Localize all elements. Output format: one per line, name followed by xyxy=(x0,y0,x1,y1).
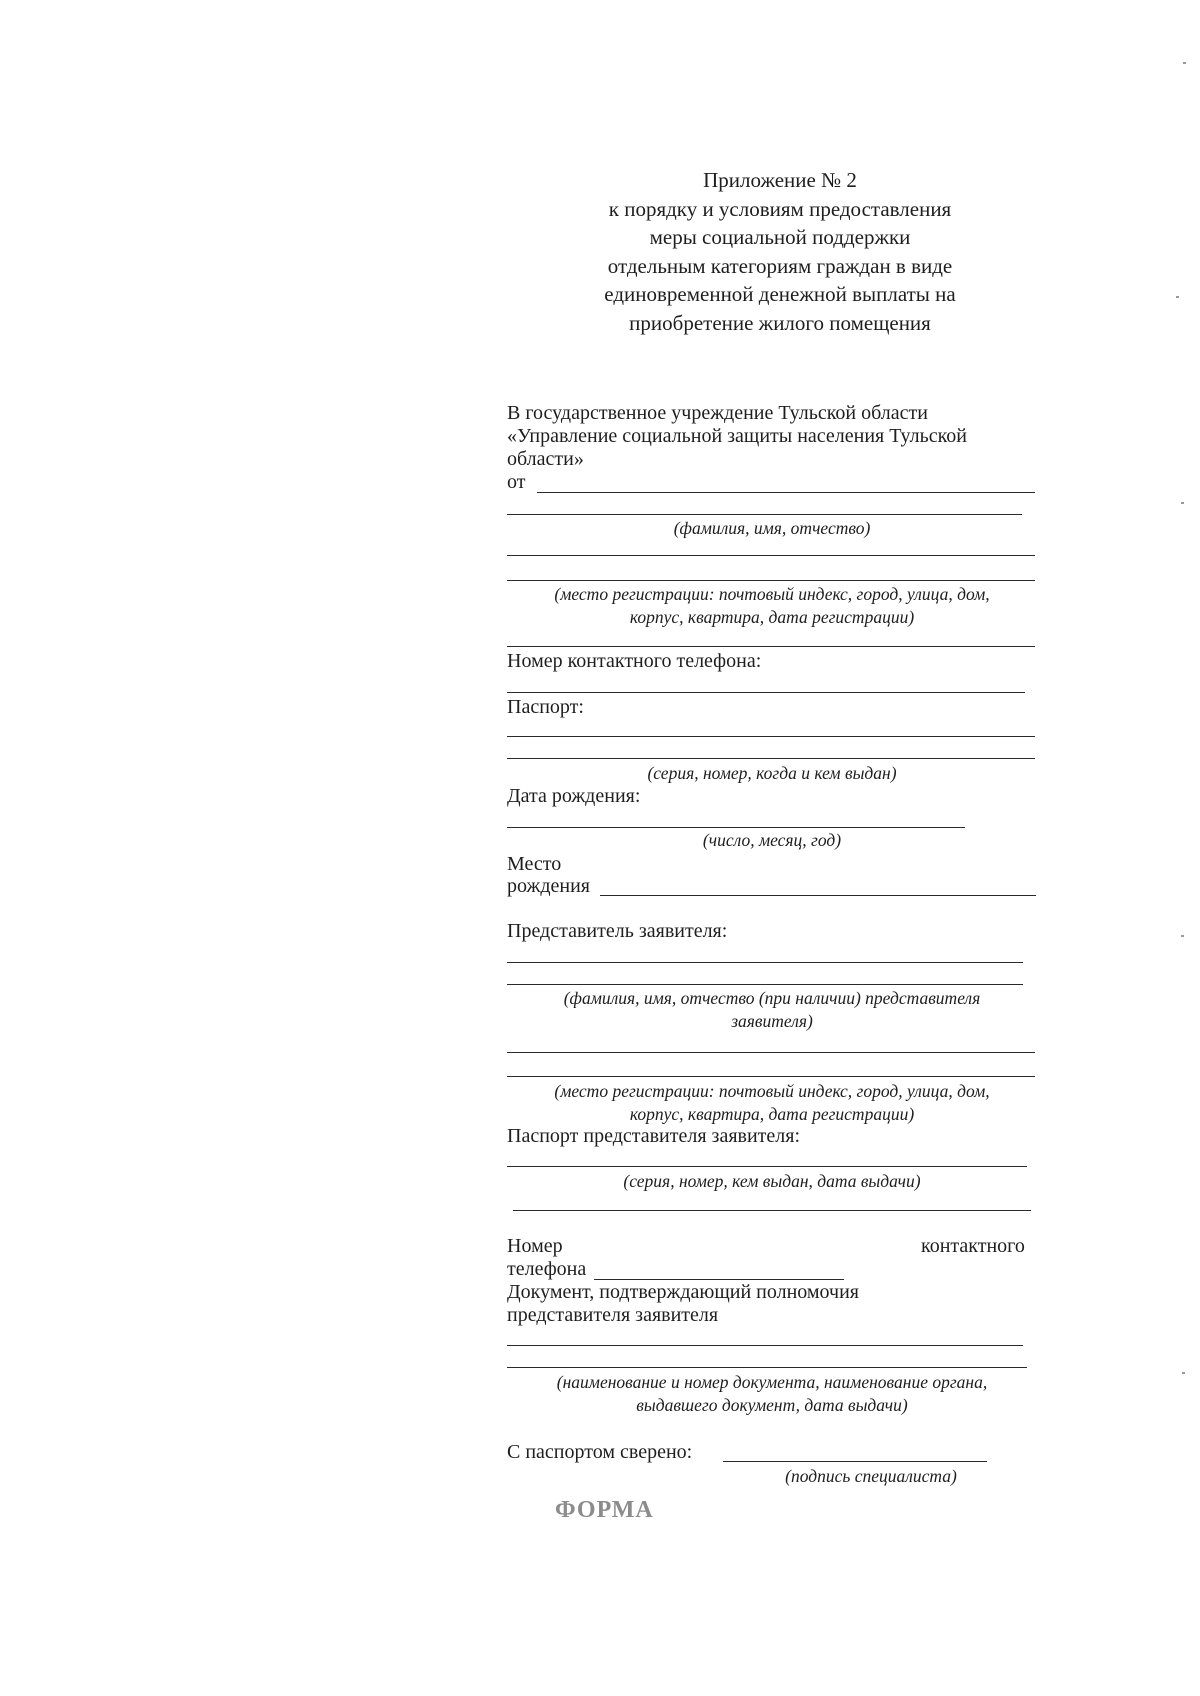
representative-line[interactable] xyxy=(507,984,1023,985)
signature-line[interactable] xyxy=(723,1461,987,1462)
appendix-line: к порядку и условиям предоставления xyxy=(608,196,952,221)
form-stamp: ФОРМА xyxy=(555,1497,654,1523)
appendix-line: меры социальной поддержки xyxy=(649,225,911,249)
from-line[interactable] xyxy=(537,492,1035,493)
registration-line[interactable] xyxy=(507,555,1035,556)
authority-doc-label: Документ, подтверждающий полномочия xyxy=(507,1281,859,1303)
scan-speck xyxy=(1176,296,1179,298)
scan-speck xyxy=(1181,502,1184,504)
scan-speck xyxy=(1181,935,1184,937)
rep-passport-line[interactable] xyxy=(513,1210,1031,1211)
phone-line[interactable] xyxy=(507,692,1025,693)
rep-passport-label: Паспорт представителя заявителя: xyxy=(507,1125,801,1147)
caption-rep-fio: заявителя) xyxy=(731,1011,813,1031)
rep-passport-line[interactable] xyxy=(507,1166,1027,1167)
authority-doc-label: представителя заявителя xyxy=(507,1304,719,1326)
caption-passport: (серия, номер, когда и кем выдан) xyxy=(647,763,897,783)
birth-place-label: рождения xyxy=(507,875,590,897)
passport-line[interactable] xyxy=(507,736,1035,737)
fio-line[interactable] xyxy=(507,514,1022,515)
caption-doc: выдавшего документ, дата выдачи) xyxy=(636,1395,908,1415)
addressee-line: области» xyxy=(507,448,584,470)
passport-line[interactable] xyxy=(507,758,1035,759)
appendix-line: приобретение жилого помещения xyxy=(629,310,931,335)
registration-line[interactable] xyxy=(507,580,1035,581)
caption-rep-fio: (фамилия, имя, отчество (при наличии) представителя xyxy=(563,988,981,1008)
verified-label: С паспортом сверено: xyxy=(507,1441,693,1463)
caption-fio: (фамилия, имя, отчество) xyxy=(673,518,871,538)
scan-speck xyxy=(1182,1372,1185,1374)
appendix-line: единовременной денежной выплаты на xyxy=(604,282,956,306)
appendix-line: Приложение № 2 xyxy=(703,168,857,192)
rep-phone-line[interactable] xyxy=(594,1279,844,1280)
from-label: от xyxy=(507,471,526,493)
rep-registration-line[interactable] xyxy=(507,1076,1035,1077)
representative-label: Представитель заявителя: xyxy=(507,920,728,942)
rep-phone-label: телефона xyxy=(507,1258,587,1280)
rep-registration-line[interactable] xyxy=(507,1052,1035,1053)
birth-date-label: Дата рождения: xyxy=(507,785,641,807)
phone-label: Номер контактного телефона: xyxy=(507,650,762,672)
scan-speck xyxy=(1183,62,1186,64)
addressee-line: В государственное учреждение Тульской области xyxy=(507,402,928,424)
rep-phone-label: контактного xyxy=(921,1235,1025,1257)
birth-date-line[interactable] xyxy=(507,827,965,828)
caption-rep-registration: (место регистрации: почтовый индекс, город, улица, дом, xyxy=(554,1081,990,1101)
caption-registration: корпус, квартира, дата регистрации) xyxy=(629,607,915,627)
caption-registration: (место регистрации: почтовый индекс, город, улица, дом, xyxy=(554,584,990,604)
appendix-line: отдельным категориям граждан в виде xyxy=(607,253,953,278)
birth-place-label: Место xyxy=(507,853,562,875)
caption-rep-registration: корпус, квартира, дата регистрации) xyxy=(629,1104,915,1124)
registration-line[interactable] xyxy=(507,646,1035,647)
representative-line[interactable] xyxy=(507,962,1023,963)
birth-place-line[interactable] xyxy=(600,895,1036,896)
authority-doc-line[interactable] xyxy=(507,1367,1027,1368)
authority-doc-line[interactable] xyxy=(507,1345,1023,1346)
caption-birth-date: (число, месяц, год) xyxy=(702,830,842,850)
caption-rep-passport: (серия, номер, кем выдан, дата выдачи) xyxy=(623,1171,921,1191)
caption-signature: (подпись специалиста) xyxy=(785,1466,957,1486)
applicant-form xyxy=(507,0,1037,1696)
rep-phone-label: Номер xyxy=(507,1235,563,1257)
caption-doc: (наименование и номер документа, наименование органа, xyxy=(556,1372,988,1392)
passport-label: Паспорт: xyxy=(507,696,584,718)
addressee-line: «Управление социальной защиты населения Тульской xyxy=(507,425,967,447)
